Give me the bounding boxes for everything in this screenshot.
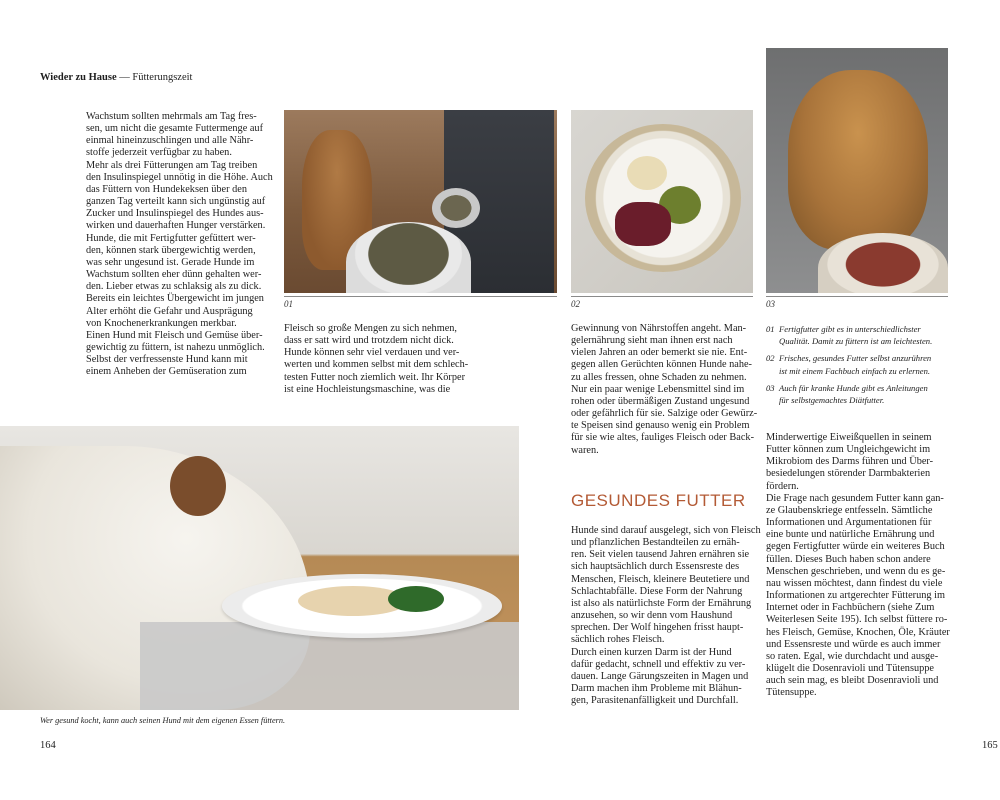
running-header: [40, 72, 192, 83]
text-line: Bereits ein leichtes Übergewicht im jungen: [86, 293, 264, 305]
text-line: für sie wie altes, fauliges Fleisch oder Back-: [571, 432, 754, 444]
text-line: von Knochenerkrankungen merkbar.: [86, 317, 237, 329]
text-line: Informationen und Argumentationen für: [766, 517, 932, 529]
text-line: fördern.: [766, 480, 799, 492]
text-line: Gewinnung von Nährstoffen angeht. Man-: [571, 323, 747, 334]
header-title: Wieder zu Hause: [40, 72, 117, 83]
text-line: sen, um nicht die gesamte Futtermenge auf: [86, 123, 263, 135]
text-line: Nur ein paar wenige Lebensmittel sind im: [571, 383, 745, 395]
text-line: Alter erhöht die Gefahr und Ausprägung: [86, 305, 253, 317]
text-line: Mehr als drei Fütterungen am Tag treiben: [86, 159, 258, 171]
text-line: werten und kommen selbst mit dem schlech-: [284, 359, 469, 371]
text-line: Schlachtabfälle. Diese Form der Nahrung: [571, 585, 743, 597]
text-line: Minderwertige Eiweißquellen in seinem: [766, 432, 932, 443]
text-line: Hunde, die mit Fertigfutter gefüttert wer-: [86, 232, 256, 244]
grain-shape: [627, 156, 667, 190]
text-line: ganzen Tag verteilt kann sich ungünstig auf: [86, 196, 266, 208]
text-line: auch sein mag, es bleibt Dosenravioli und: [766, 675, 939, 687]
photo-kibble-feeding: [284, 110, 557, 293]
header-subtitle: Fütterungszeit: [132, 72, 193, 83]
figure-caption-line: für selbstgemachtes Diätfutter.: [779, 395, 885, 406]
text-line: Fleisch so große Mengen zu sich nehmen,: [284, 323, 458, 334]
text-line: Durch einen kurzen Darm ist der Hund: [571, 646, 732, 658]
text-line: gewichtig zu füttern, ist nahezu unmöglich.: [86, 341, 265, 353]
figure-caption-number: 02: [766, 353, 775, 364]
text-line: wirken und dauerhaften Hunger verstärken.: [86, 220, 266, 232]
figure-caption-line: Frisches, gesundes Futter selbst anzurühren: [779, 353, 932, 364]
text-line: Weiterlesen Seite 195). Ich selbst füttere ro-: [766, 614, 948, 626]
figure-caption-text: [779, 382, 956, 406]
big-photo-caption: Wer gesund kocht, kann auch seinen Hund mit dem eigenen Essen füttern.: [40, 716, 286, 725]
text-line: gegen allen Gerüchten können Hunde nahe-: [571, 359, 752, 371]
text-line: ist eine Hochleistungsmaschine, was die: [284, 383, 451, 395]
text-line: was sehr ungesund ist. Gerade Hunde im: [86, 256, 255, 268]
text-line: und Essensreste und würde es auch immer: [766, 638, 941, 650]
figure-caption-item: [766, 382, 956, 406]
food-bowl-shape: [818, 233, 948, 293]
figure-number-2: 02: [571, 299, 580, 309]
text-line: hes Fleisch, Gemüse, Knochen, Öle, Kräuter: [766, 626, 950, 638]
text-line: Menschen, Fleisch, kleinere Beutetiere und: [571, 573, 750, 585]
text-line: waren.: [571, 444, 599, 456]
text-line: gegen Fertigfutter würde ein weiteres Buch: [766, 541, 945, 553]
text-line: dafür gedacht, schnell und effektiv zu ver-: [571, 658, 746, 670]
figure-caption-text: [779, 352, 956, 376]
photo-dog-at-table: [0, 426, 519, 710]
figure-caption-line: Fertigfutter gibt es in unterschiedlichster: [779, 324, 921, 334]
figure-rule-2: [571, 296, 753, 297]
text-line: Menschen geschrieben, und wenn du es ge-: [766, 565, 946, 577]
text-line: oder gefährlich für sie. Salzige oder Gewürz-: [571, 408, 758, 420]
text-line: füllen. Dieses Buch haben schon andere: [766, 553, 931, 565]
text-line: stoffe jederzeit verfügbar zu haben.: [86, 147, 232, 159]
text-line: Futter können zum Ungleichgewicht im: [766, 444, 931, 456]
greens-shape: [388, 586, 444, 612]
text-line: dass er satt wird und trotzdem nicht dick.: [284, 335, 454, 347]
text-line: Internet oder in Fachbüchern (siehe Zum: [766, 602, 935, 614]
text-line: den. Lieber etwas zu schlaksig als zu dick.: [86, 281, 262, 293]
meat-shape: [615, 202, 671, 246]
text-line: sprechen. Der Wolf hingehen frisst haupt-: [571, 622, 744, 634]
text-line: Tütensuppe.: [766, 687, 817, 699]
text-line: besiedelungen störender Darmbakterien: [766, 468, 931, 480]
metal-bowl-shape: [432, 188, 480, 228]
text-line: eine bunte und natürliche Ernährung und: [766, 529, 935, 541]
text-line: klügelt die Dosenravioli und Tütensuppe: [766, 662, 934, 674]
text-column-3-bottom: [571, 525, 761, 707]
text-column-1: [86, 111, 276, 378]
figure-caption-item: [766, 323, 956, 347]
text-line: das Füttern von Hundekeksen über den: [86, 183, 247, 195]
text-line: einmal hineinzuschlingen und alle Nähr-: [86, 135, 254, 147]
text-line: Hunde können sehr viel verdauen und ver-: [284, 347, 460, 359]
photo-dog-licking: [766, 48, 948, 293]
figure-caption-line: ist mit einem Fachbuch einfach zu erlernen.: [779, 365, 931, 376]
text-line: sächlich rohes Fleisch.: [571, 634, 665, 646]
header-separator: —: [119, 72, 130, 83]
text-line: Darm machen ihm Probleme mit Blähun-: [571, 683, 742, 695]
text-line: Die Frage nach gesundem Futter kann gan-: [766, 492, 944, 504]
kibble-bin-shape: [346, 222, 471, 293]
text-line: Einen Hund mit Fleisch und Gemüse über-: [86, 329, 263, 341]
text-column-3-top: [571, 323, 761, 457]
text-line: Informationen zu artgerechter Fütterung im: [766, 590, 945, 602]
dog-ear-shape: [170, 456, 226, 516]
text-line: ze Glaubenskriege entfesseln. Sämtliche: [766, 504, 933, 516]
text-line: sich hauptsächlich durch Essensreste des: [571, 561, 740, 573]
dog-shape: [788, 70, 928, 250]
text-line: Mikrobiom des Darms führen und Über-: [766, 456, 934, 468]
text-line: Wachstum sollten eher dünn gehalten wer-: [86, 269, 262, 281]
text-line: Hunde sind darauf ausgelegt, sich von Fleisch: [571, 525, 761, 536]
text-line: nau wissen möchtest, dann findest du viele: [766, 577, 943, 589]
text-line: testen Futter noch ziemlich weit. Ihr Körper: [284, 371, 465, 383]
text-line: gen, Parasitenanfälligkeit und Durchfall.: [571, 695, 739, 707]
figure-captions: [766, 323, 956, 411]
text-line: den Insulinspiegel unnötig in die Höhe. Auch: [86, 171, 273, 183]
page-number-left: 164: [40, 740, 56, 751]
text-line: vielen Jahren an oder bemerkt sie nie. Ent-: [571, 347, 748, 359]
figure-number-1: 01: [284, 299, 293, 309]
text-line: anzusehen, so wir denn vom Haushund: [571, 610, 733, 622]
text-line: dauen. Lange Gärungszeiten in Magen und: [571, 670, 749, 682]
text-line: so raten. Egal, wie durchdacht und ausge-: [766, 650, 939, 662]
figure-caption-text: [779, 323, 956, 347]
figure-caption-item: [766, 352, 956, 376]
figure-caption-line: Qualität. Damit zu füttern ist am leichtesten.: [779, 336, 933, 347]
section-heading: GESUNDES FUTTER: [571, 491, 746, 510]
text-line: ist also als natürlichste Form der Ernährung: [571, 597, 752, 609]
text-column-4: [766, 432, 966, 699]
figure-caption-line: Auch für kranke Hunde gibt es Anleitungen: [779, 382, 928, 393]
text-line: und pflanzlichen Bestandteilen zu ernäh-: [571, 537, 740, 549]
text-line: Zucker und Insulinspiegel des Hundes aus-: [86, 208, 264, 220]
figure-number-3: 03: [766, 299, 775, 309]
figure-caption-number: 03: [766, 382, 775, 393]
text-line: te Speisen sind genauso wenig ein Problem: [571, 420, 750, 432]
figure-rule-3: [766, 296, 948, 297]
text-line: rohen oder übermäßigen Zustand ungesund: [571, 395, 750, 407]
text-line: einem Anheben der Gemüseration zum: [86, 366, 247, 378]
text-line: Selbst der verfressenste Hund kann mit: [86, 354, 248, 366]
page-number-right: 165: [982, 740, 998, 751]
figure-rule-1: [284, 296, 557, 297]
text-column-2: [284, 323, 494, 396]
figure-caption-number: 01: [766, 324, 775, 334]
text-line: ren. Seit vielen tausend Jahren ernähren sie: [571, 549, 750, 561]
photo-fresh-food-bowl: [571, 110, 753, 293]
text-line: zu alles fressen, ohne Schaden zu nehmen.: [571, 371, 747, 383]
text-line: Wachstum sollten mehrmals am Tag fres-: [86, 111, 257, 122]
text-line: gelernährung sieht man ihnen erst nach: [571, 335, 733, 347]
text-line: den, können stark übergewichtig werden,: [86, 244, 256, 256]
